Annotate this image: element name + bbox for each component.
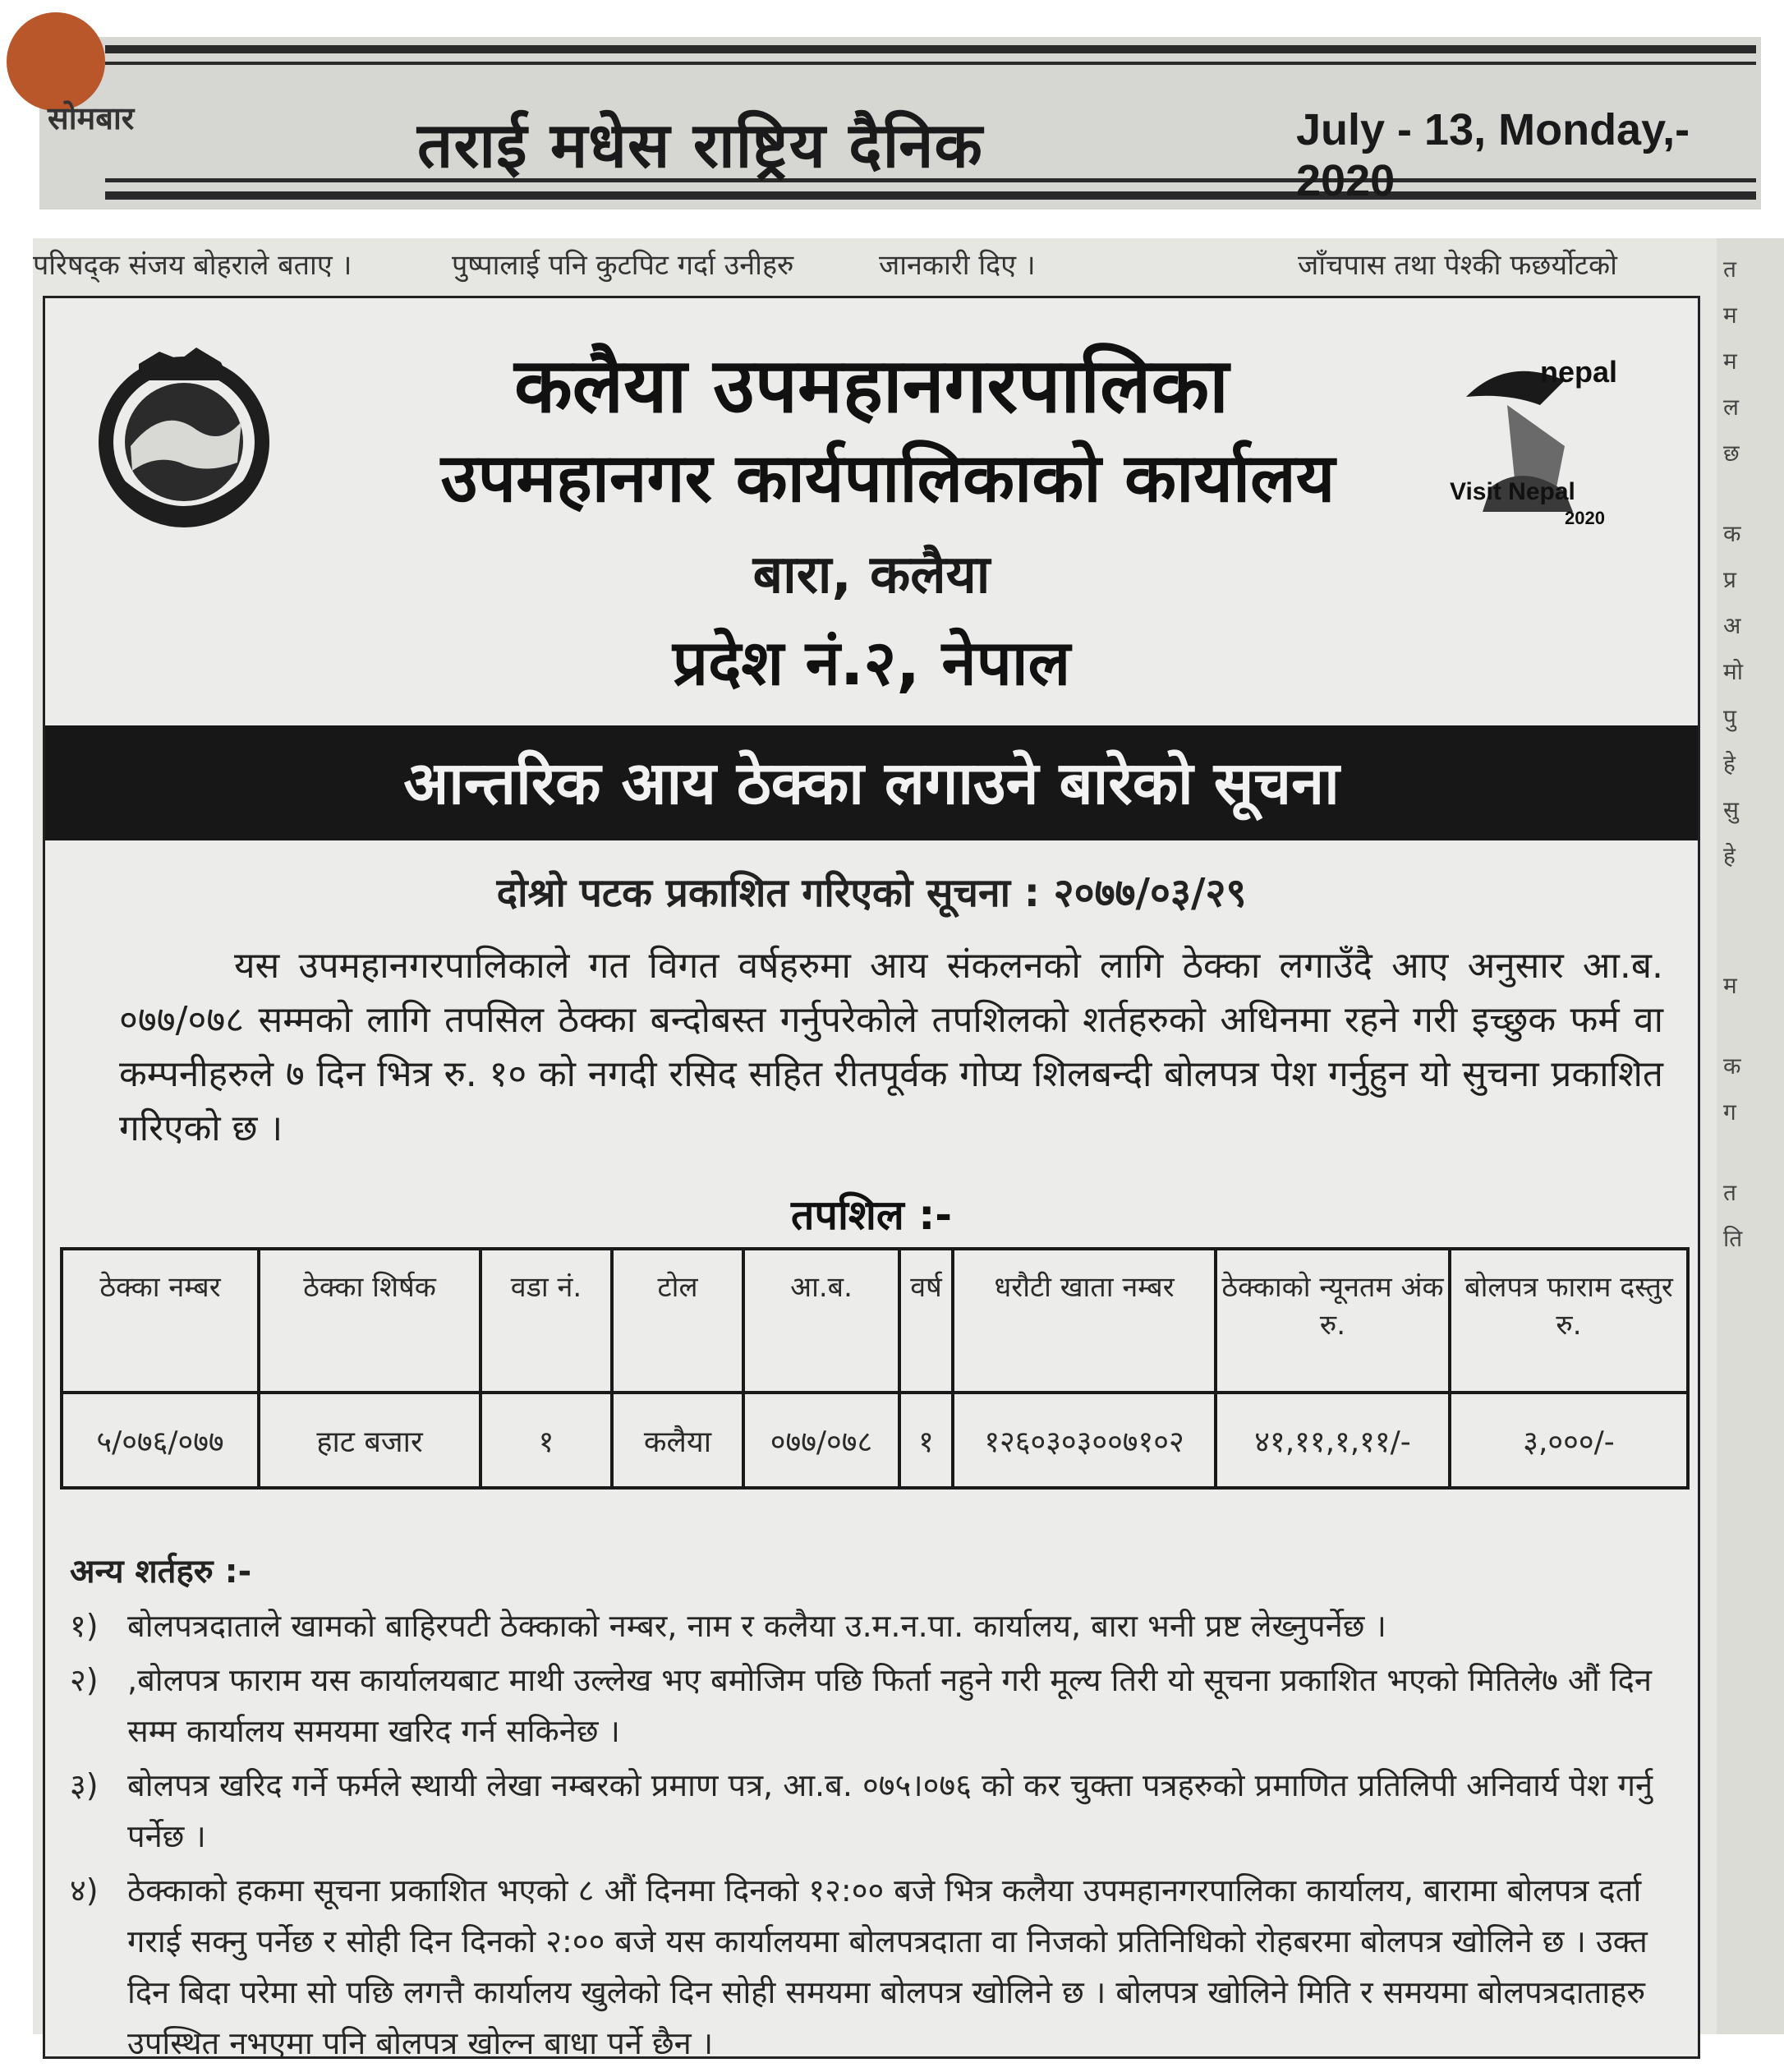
col-header-ward-no: वडा नं. bbox=[480, 1249, 612, 1393]
svg-text:2020: 2020 bbox=[1565, 508, 1605, 528]
fragment: त bbox=[1723, 256, 1736, 283]
cell-ward-no: १ bbox=[480, 1393, 612, 1488]
term-item bbox=[70, 1655, 1680, 1757]
cell-minimum-amount: ४१,११,१,११/- bbox=[1216, 1393, 1450, 1488]
top-snippet-4: जाँचपास तथा पेश्की फछर्योटको bbox=[1298, 249, 1617, 282]
top-snippet-2: पुष्पालाई पनि कुटपिट गर्दा उनीहरु bbox=[452, 249, 794, 282]
cell-fiscal-year: ०७७/०७८ bbox=[743, 1393, 899, 1488]
term-number: १) bbox=[70, 1608, 99, 1644]
notice-box bbox=[43, 296, 1700, 2059]
fragment: प्र bbox=[1723, 566, 1736, 593]
cell-deposit-account: १२६०३०३००७१०२ bbox=[953, 1393, 1216, 1488]
newspaper-name: तराई मधेस राष्ट्रिय दैनिक bbox=[417, 108, 983, 182]
fragment: ति bbox=[1723, 1225, 1743, 1252]
other-terms bbox=[70, 1547, 1680, 2072]
fragment: क bbox=[1723, 520, 1741, 547]
top-snippet-3: जानकारी दिए । bbox=[879, 249, 1036, 282]
municipality-name: कलैया उपमहानगरपालिका bbox=[514, 342, 1229, 430]
fragment: म bbox=[1723, 302, 1737, 329]
masthead-date: July - 13, Monday,- 2020 bbox=[1296, 105, 1690, 205]
office-name: उपमहानगर कार्यपालिकाको कार्यालय bbox=[440, 440, 1336, 518]
schedule-heading: तपशिल :- bbox=[791, 1191, 952, 1239]
fragment: म bbox=[1723, 348, 1737, 375]
term-text: ,बोलपत्र फाराम यस कार्यालयबाट माथी उल्लेख भए बमोजिम पछि फिर्ता नहुने गरी मूल्य तिरी यो सूचना प्रकाशित भएको मितिले७ औं दिन सम्म कार्यालय समयमा खरिद गर्न सकिनेछ । bbox=[127, 1662, 1652, 1749]
fragment: हे bbox=[1723, 842, 1736, 869]
fragment: सु bbox=[1723, 796, 1739, 823]
notice-title-banner: आन्तरिक आय ठेक्का लगाउने बारेको सूचना bbox=[45, 725, 1698, 840]
col-header-year: वर्ष bbox=[899, 1249, 953, 1393]
masthead-top-rule-thin bbox=[105, 62, 1756, 65]
term-text: बोलपत्रदाताले खामको बाहिरपटी ठेक्काको नम्बर, नाम र कलैया उ.म.न.पा. कार्यालय, बारा भनी प्रष्ट लेख्नुपर्नेछ । bbox=[127, 1608, 1386, 1644]
cell-year: १ bbox=[899, 1393, 953, 1488]
notice-page bbox=[33, 238, 1750, 2061]
term-number: २) bbox=[70, 1662, 99, 1698]
masthead-top-rule bbox=[105, 45, 1756, 53]
contract-schedule-table bbox=[60, 1247, 1690, 1490]
term-item bbox=[70, 1760, 1680, 1862]
fragment: छ bbox=[1723, 440, 1740, 467]
intro-paragraph: यस उपमहानगरपालिकाले गत विगत वर्षहरुमा आय संकलनको लागि ठेक्का लगाउँदै आए अनुसार आ.ब. ०७७/०७८ सम्मको लागि तपसिल ठेक्का बन्दोबस्त गर्नुपरेकोले तपशिलको शर्तहरुको अधिनमा रहने गरी इच्छुक फर्म वा कम्पनीहरुले ७ दिन भित्र रु. १० को नगदी रसिद सहित रीतपूर्वक गोप्य शिलबन्दी बोलपत्र पेश गर्नुहुन यो सुचना प्रकाशित गरिएको छ । bbox=[119, 945, 1663, 1149]
col-header-fiscal-year: आ.ब. bbox=[743, 1249, 899, 1393]
term-text: ठेक्काको हकमा सूचना प्रकाशित भएको ८ औं दिनमा दिनको १२:०० बजे भित्र कलैया उपमहानगरपालिका कार्यालय, बारामा बोलपत्र दर्ता गराई सक्नु पर्नेछ र सोही दिन दिनको २:०० बजे यस कार्यालयमा बोलपत्रदाता वा निजको प्रतिनिधिको रोहबरमा बोलपत्र खोलिने छ । उक्त दिन बिदा परेमा सो पछि लगत्तै कार्यालय खुलेको दिन सोही समयमा बोलपत्र खोलिने छ । बोलपत्र खोलिने मिति र समयमा बोलपत्रदाताहरु उपस्थित नभएमा पनि बोलपत्र खोल्न बाधा पर्ने छैन । bbox=[127, 1872, 1648, 2061]
term-item bbox=[70, 1865, 1680, 2069]
col-header-form-fee: बोलपत्र फाराम दस्तुर रु. bbox=[1450, 1249, 1688, 1393]
cell-contract-no: ५/०७६/०७७ bbox=[62, 1393, 259, 1488]
cell-contract-title: हाट बजार bbox=[259, 1393, 480, 1488]
fragment: अ bbox=[1723, 612, 1741, 639]
fragment: म bbox=[1723, 972, 1737, 999]
masthead-day: सोमबार bbox=[48, 100, 135, 136]
col-header-contract-no: ठेक्का नम्बर bbox=[62, 1249, 259, 1393]
table-row bbox=[62, 1393, 1688, 1488]
fragment: पु bbox=[1723, 704, 1736, 731]
fragment: क bbox=[1723, 1052, 1741, 1080]
svg-text:Visit Nepal: Visit Nepal bbox=[1450, 478, 1575, 505]
newspaper-masthead bbox=[39, 37, 1761, 210]
fragment: मो bbox=[1723, 658, 1743, 685]
fragment: ग bbox=[1723, 1098, 1736, 1126]
cell-tole: कलैया bbox=[612, 1393, 743, 1488]
col-header-minimum-amount: ठेक्काको न्यूनतम अंक रु. bbox=[1216, 1249, 1450, 1393]
fragment: ल bbox=[1723, 394, 1739, 421]
term-item bbox=[70, 1600, 1680, 1651]
office-location: बारा, कलैया bbox=[752, 545, 991, 605]
term-number: ३) bbox=[70, 1767, 99, 1803]
top-snippet-1: परिषद्क संजय बोहराले बताए । bbox=[33, 249, 352, 282]
term-number: ४) bbox=[70, 1872, 99, 1909]
table-header-row bbox=[62, 1249, 1688, 1393]
fragment: हे bbox=[1723, 750, 1736, 777]
second-publication-date: दोश्रो पटक प्रकाशित गरिएको सूचना : २०७७/०३/२९ bbox=[496, 870, 1247, 916]
fragment: त bbox=[1723, 1179, 1736, 1206]
terms-heading: अन्य शर्तहरु :- bbox=[70, 1553, 252, 1591]
col-header-tole: टोल bbox=[612, 1249, 743, 1393]
col-header-contract-title: ठेक्का शिर्षक bbox=[259, 1249, 480, 1393]
svg-text:nepal: nepal bbox=[1540, 355, 1618, 389]
col-header-deposit-account: धरौटी खाता नम्बर bbox=[953, 1249, 1216, 1393]
province-line: प्रदेश नं.२, नेपाल bbox=[672, 626, 1071, 699]
cell-form-fee: ३,०००/- bbox=[1450, 1393, 1688, 1488]
term-text: बोलपत्र खरिद गर्ने फर्मले स्थायी लेखा नम्बरको प्रमाण पत्र, आ.ब. ०७५।०७६ को कर चुक्ता पत्रहरुको प्रमाणित प्रतिलिपी अनिवार्य पेश गर्नु पर्नेछ । bbox=[127, 1767, 1653, 1854]
adjacent-column-fragments bbox=[1717, 238, 1784, 2034]
